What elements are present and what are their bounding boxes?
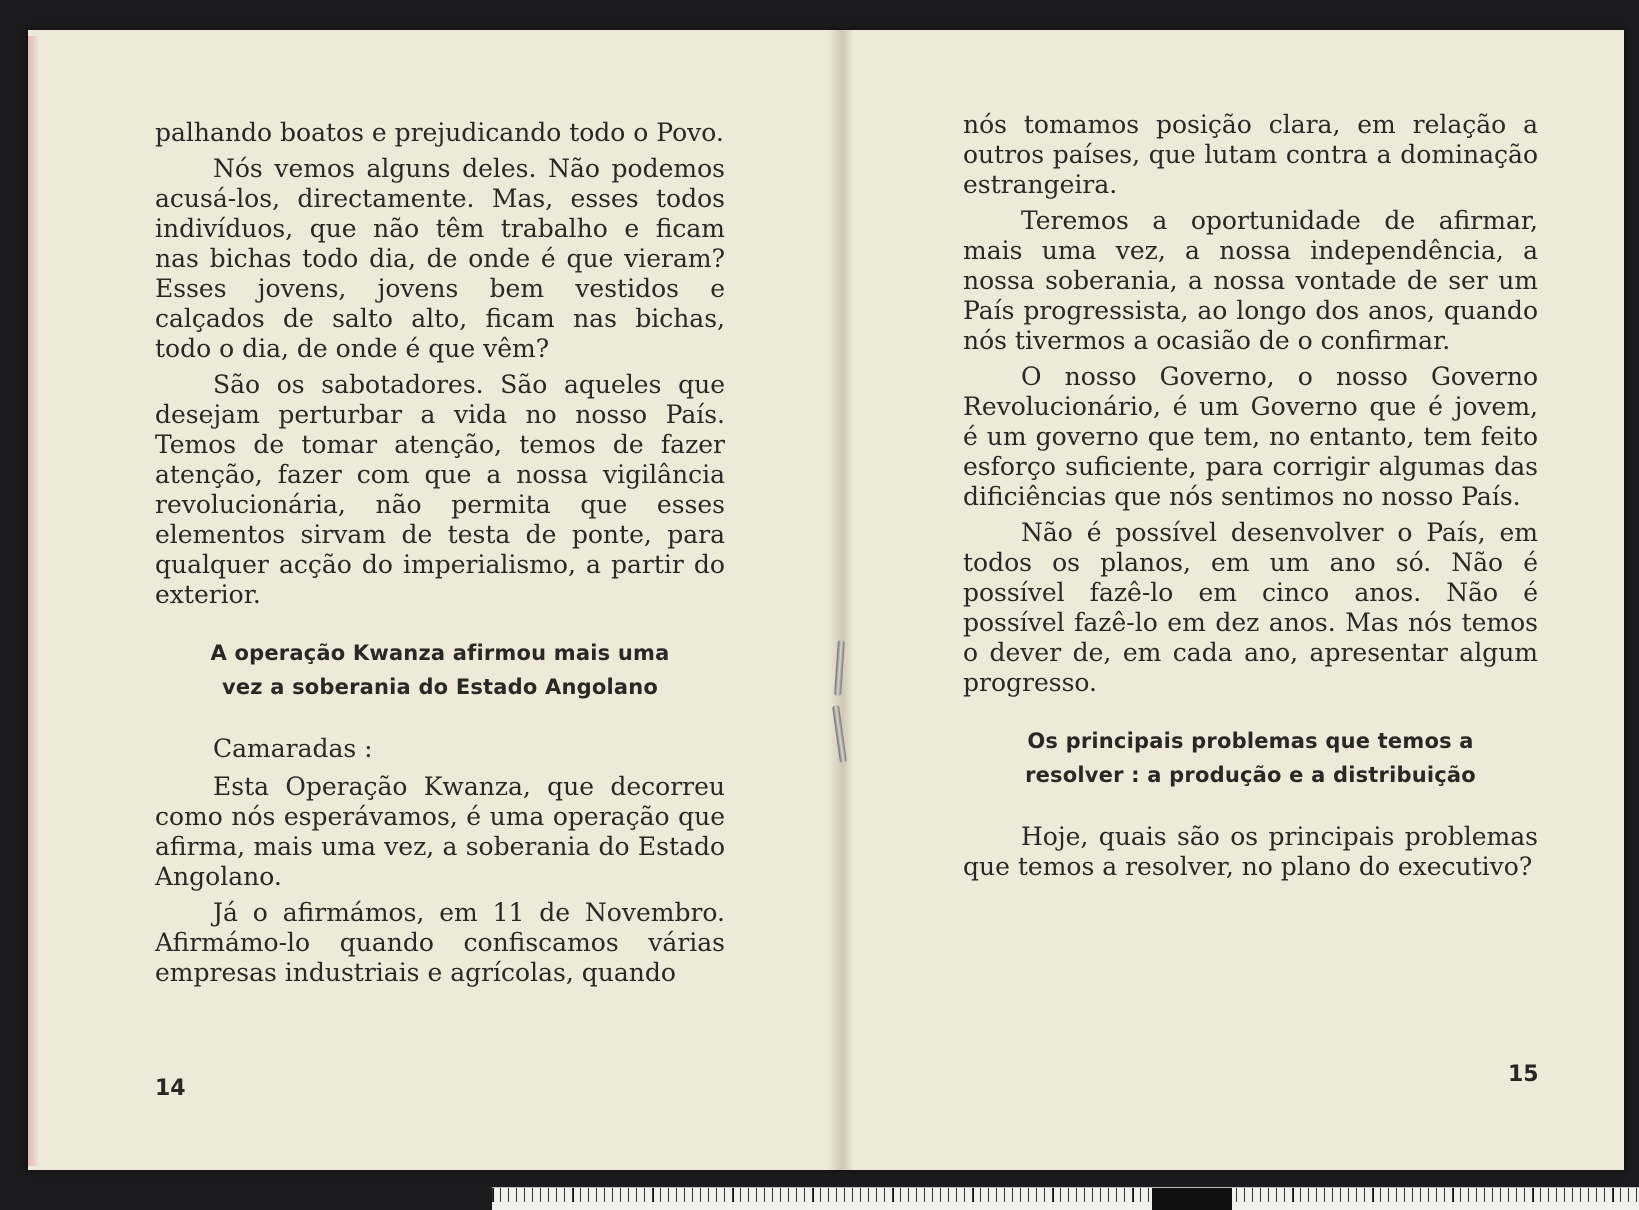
right-paragraph-5: Hoje, quais são os principais problemas que temos a resolver, no plano do executivo? [963, 822, 1538, 881]
left-heading-line-2: vez a soberania do Estado Angolano [221, 675, 659, 699]
booklet-cover-edge [28, 36, 38, 1166]
left-paragraph-3: São os sabotadores. São aqueles que desejam perturbar a vida no nosso País. Temos de tomar atenção, temos de fazer atenção, fazer com que a nossa vigilância revolucionária, não permita que esses elementos sirvam de testa de ponte, para qualquer acção do imperialismo, a partir do exterior. [155, 370, 725, 609]
ruler-ticks [492, 1188, 1639, 1202]
right-heading-line-2: resolver : a produção e a distribuição [1025, 763, 1476, 787]
book-gutter [828, 30, 854, 1170]
left-paragraph-5: Já o afirmámos, em 11 de Novembro. Afirmámo-lo quando confiscamos várias empresas industriais e agrícolas, quando [155, 898, 725, 987]
left-section-heading [155, 636, 725, 704]
right-paragraph-3: O nosso Governo, o nosso Governo Revolucionário, é um Governo que é jovem, é um governo que tem, no entanto, tem feito esforço suficiente, para corrigir algumas das dificiências que nós sentimos no nosso País. [963, 362, 1538, 511]
right-heading-line-1: Os principais problemas que temos a [1027, 729, 1474, 753]
right-paragraph-2: Teremos a oportunidade de afirmar, mais uma vez, a nossa independência, a nossa soberania, a nossa vontade de ser um País progressista, ao longo dos anos, quando nós tivermos a ocasião de o confirmar. [963, 206, 1538, 355]
ruler-dark-segment [1152, 1188, 1232, 1210]
left-paragraph-2: Nós vemos alguns deles. Não podemos acusá-los, directamente. Mas, esses todos indivíduos, que não têm trabalho e ficam nas bichas todo dia, de onde é que vieram? Esses jovens, jovens bem vestidos e calçados de salto alto, ficam nas bichas, todo o dia, de onde é que vêm? [155, 154, 725, 363]
left-page [155, 118, 725, 994]
left-paragraph-4: Esta Operação Kwanza, que decorreu como nós esperávamos, é uma operação que afirma, mais uma vez, a soberania do Estado Angolano. [155, 772, 725, 891]
left-page-number: 14 [155, 1076, 186, 1101]
scale-ruler [492, 1187, 1639, 1210]
salutation: Camaradas : [213, 734, 373, 763]
right-paragraph-1: nós tomamos posição clara, em relação a outros países, que lutam contra a dominação estrangeira. [963, 110, 1538, 199]
right-page [963, 110, 1538, 888]
left-heading-line-1: A operação Kwanza afirmou mais uma [210, 641, 670, 665]
left-paragraph-1: palhando boatos e prejudicando todo o Povo. [155, 118, 724, 147]
right-page-number: 15 [1508, 1062, 1539, 1087]
right-paragraph-4: Não é possível desenvolver o País, em todos os planos, em um ano só. Não é possível fazê-lo em cinco anos. Não é possível fazê-lo em dez anos. Mas nós temos o dever de, em cada ano, apresentar algum progresso. [963, 518, 1538, 697]
right-section-heading [963, 724, 1538, 792]
